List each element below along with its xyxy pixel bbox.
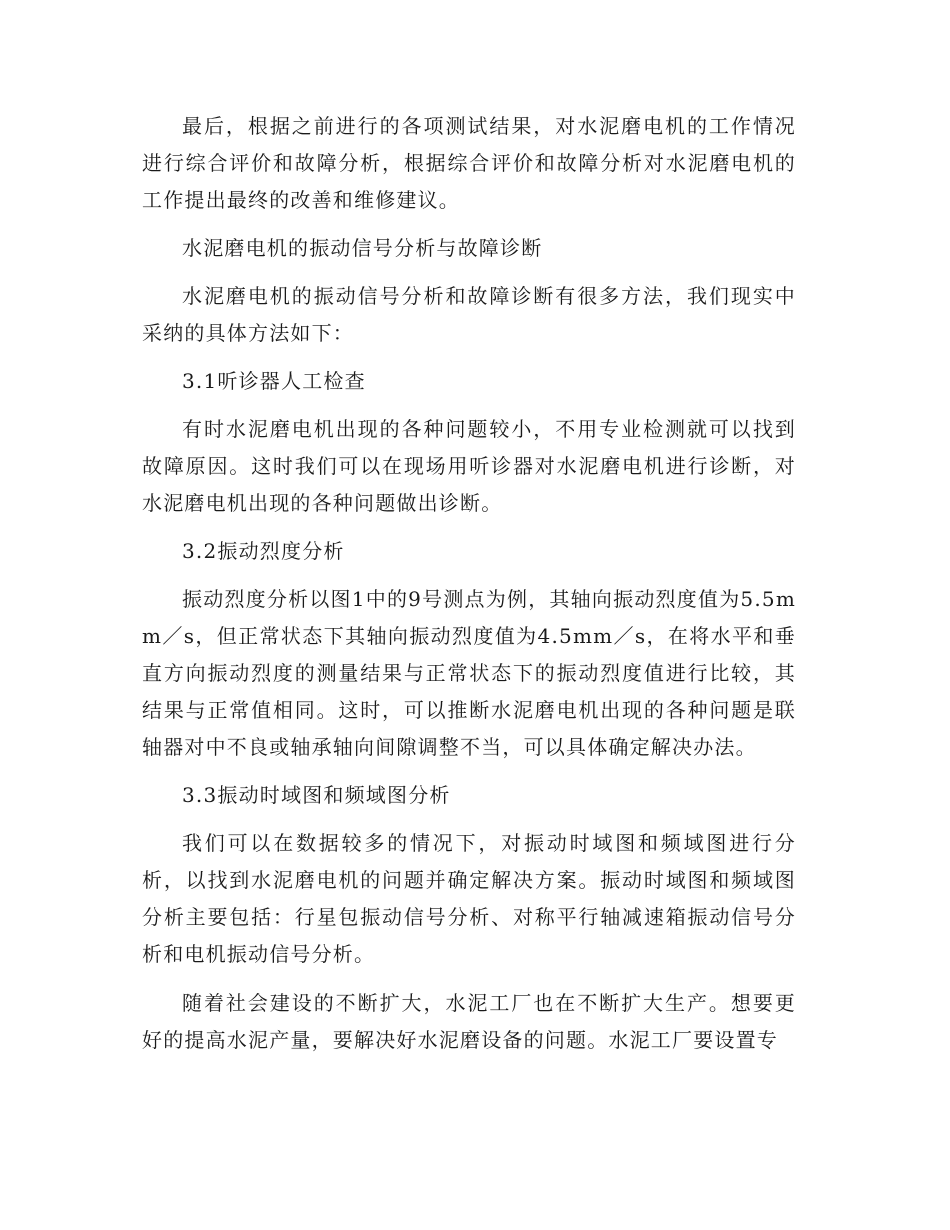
section-heading-vibration-analysis: 水泥磨电机的振动信号分析与故障诊断 (182, 236, 543, 260)
paragraph-time-frequency: 我们可以在数据较多的情况下，对振动时域图和频域图进行分析，以找到水泥磨电机的问题并确定解决方案。振动时域图和频域图分析主要包括：行星包振动信号分析、对称平行轴减速箱振动信号分析和电机振动信号分析。 (142, 831, 796, 966)
paragraph-production: 随着社会建设的不断扩大，水泥工厂也在不断扩大生产。想要更好的提高水泥产量，要解决好水泥磨设备的问题。水泥工厂要设置专 (142, 991, 796, 1052)
paragraph-stethoscope: 有时水泥磨电机出现的各种问题较小，不用专业检测就可以找到故障原因。这时我们可以在现场用听诊器对水泥磨电机进行诊断，对水泥磨电机出现的各种问题做出诊断。 (142, 417, 796, 515)
subheading-3-1: 3.1听诊器人工检查 (182, 369, 366, 393)
subheading-3-3: 3.3振动时域图和频域图分析 (182, 783, 451, 807)
document-page (142, 108, 796, 1059)
paragraph-vibration-intensity: 振动烈度分析以图1中的9号测点为例，其轴向振动烈度值为5.5mm／s，但正常状态下其轴向振动烈度值为4.5mm／s，在将水平和垂直方向振动烈度的测量结果与正常状态下的振动烈度值进行比较，其结果与正常值相同。这时，可以推断水泥磨电机出现的各种问题是联轴器对中不良或轴承轴向间隙调整不当，可以具体确定解决办法。 (142, 587, 796, 759)
subheading-3-2: 3.2振动烈度分析 (182, 539, 345, 563)
paragraph-methods-intro: 水泥磨电机的振动信号分析和故障诊断有很多方法，我们现实中采纳的具体方法如下： (142, 284, 796, 345)
paragraph-conclusion: 最后，根据之前进行的各项测试结果，对水泥磨电机的工作情况进行综合评价和故障分析，根据综合评价和故障分析对水泥磨电机的工作提出最终的改善和维修建议。 (142, 114, 796, 212)
